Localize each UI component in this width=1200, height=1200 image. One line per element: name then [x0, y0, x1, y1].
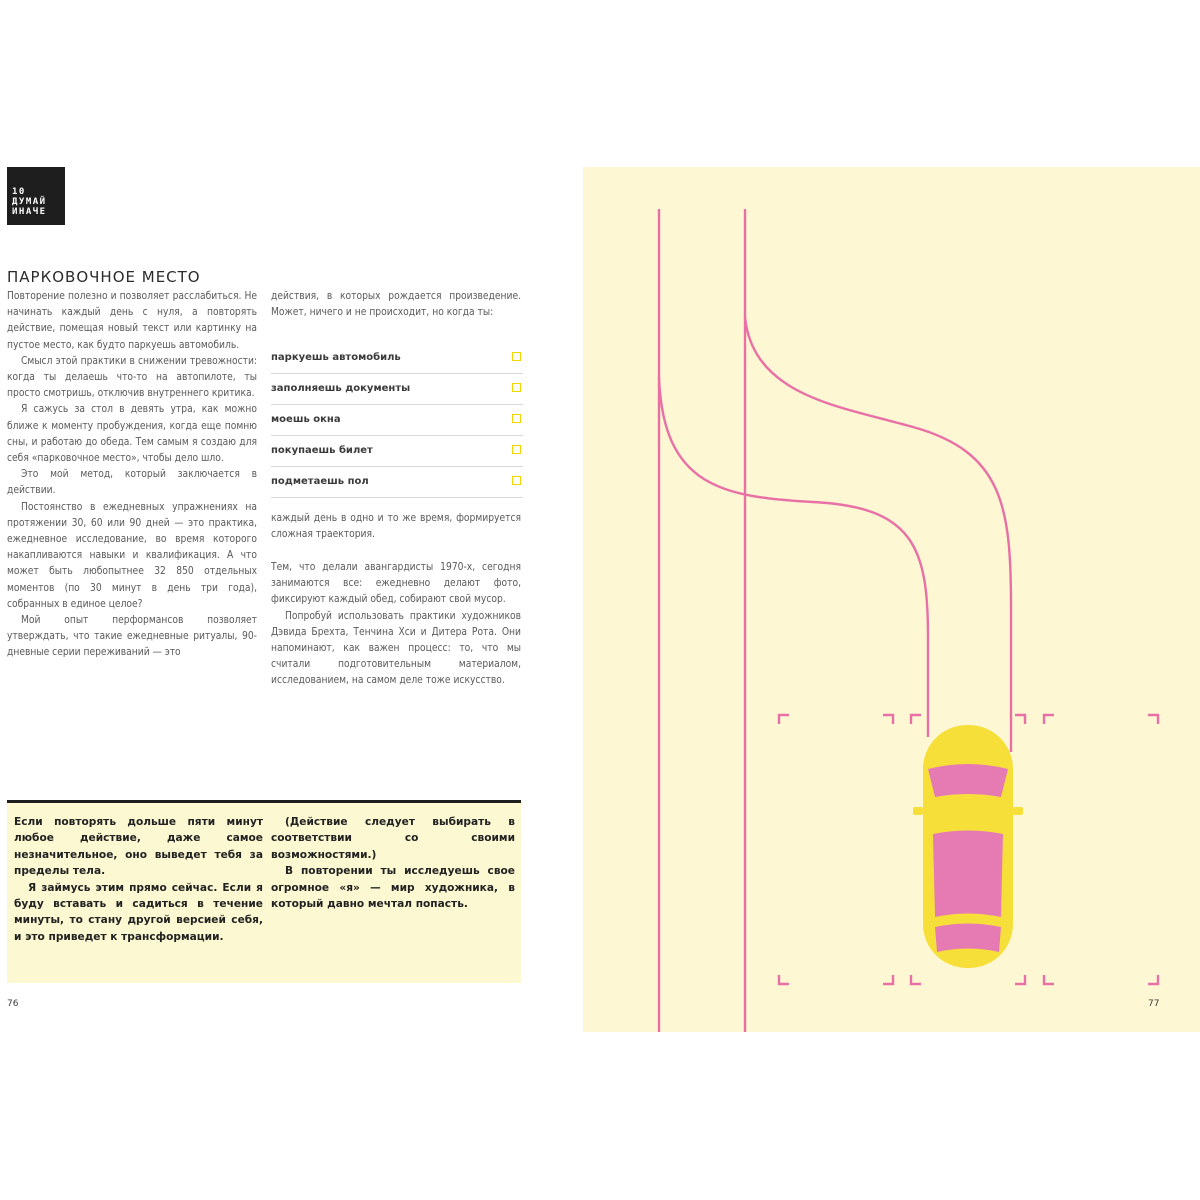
page-number-left: 76: [7, 999, 19, 1009]
paragraph: Попробуй использовать практики художников Дэвида Брехта, Тенчина Хси и Дитера Рота. Они напоминают, как важен процесс: то, что мы считали подготовительным материалом, исследованием, на самом деле тоже искусство.: [271, 610, 521, 687]
paragraph: Мой опыт перформансов позволяет утверждать, что такие ежедневные ритуалы, 90-дневные серии переживаний — это: [7, 615, 257, 659]
chapter-title-line2: ИНАЧЕ: [12, 207, 47, 217]
text-column-2-intro: [271, 289, 521, 321]
checklist-label: заполняешь документы: [271, 383, 411, 394]
paragraph: Смысл этой практики в снижении тревожности: когда ты делаешь что-то на автопилоте, ты просто смотришь, отключив внутреннего критика.: [7, 355, 257, 400]
trajectory-curve-outer: [745, 317, 1011, 752]
paragraph: Повторение полезно и позволяет расслабиться. Не начинать каждый день с нуля, а повторять действие, помещая новый текст или картинку на пустое место, как будто паркуешь автомобиль.: [7, 291, 257, 351]
checklist-item: [271, 405, 523, 436]
text-column-2-after-list: [271, 511, 521, 543]
trajectory-curve-inner: [659, 377, 928, 737]
checkbox-icon[interactable]: [512, 352, 521, 361]
checklist-label: покупаешь билет: [271, 445, 373, 456]
quote-column-2: [271, 814, 515, 912]
quote-paragraph: Я займусь этим прямо сейчас. Если я буду вставать и садиться в течение минуты, то стану другой версией себя, и это приведет к трансформации.: [14, 881, 263, 943]
checklist-item: [271, 374, 523, 405]
page-number-right: 77: [1148, 999, 1160, 1009]
left-page: [0, 0, 580, 1200]
quote-box: [7, 800, 521, 983]
checklist-item: [271, 467, 523, 498]
checklist-label: моешь окна: [271, 414, 341, 425]
checklist-item: [271, 436, 523, 467]
checkbox-icon[interactable]: [512, 445, 521, 454]
paragraph: Это мой метод, который заключается в действии.: [7, 469, 257, 497]
chapter-title-line1: ДУМАЙ: [12, 197, 47, 207]
parking-illustration: [583, 167, 1200, 1032]
text-column-2-body: [271, 560, 521, 690]
quote-column-1: [14, 814, 263, 945]
chapter-number: 10: [12, 187, 26, 197]
paragraph: каждый день в одно и то же время, формируется сложная траектория.: [271, 513, 521, 541]
checklist-label: подметаешь пол: [271, 476, 369, 487]
paragraph: Постоянство в ежедневных упражнениях на протяжении 30, 60 или 90 дней — это практика, ежедневное исследование, во время которого накапливаются навыки и квалификация. А что может быть любопытнее 32 850 отдельных моментов (по 30 минут в день три года), собранных в единое целое?: [7, 501, 257, 610]
quote-paragraph: (Действие следует выбирать в соответствии со своими возможностями.): [271, 816, 515, 861]
checklist-item: [271, 343, 523, 374]
chapter-badge: [7, 167, 65, 225]
paragraph: действия, в которых рождается произведение. Может, ничего и не происходит, но когда ты:: [271, 291, 521, 319]
quote-paragraph: Если повторять дольше пяти минут любое действие, даже самое незначительное, оно выведет тебя за пределы тела.: [14, 816, 263, 878]
checkbox-icon[interactable]: [512, 476, 521, 485]
checkbox-icon[interactable]: [512, 383, 521, 392]
checkbox-icon[interactable]: [512, 414, 521, 423]
checklist: [271, 343, 523, 498]
car-icon: [913, 725, 1023, 968]
illustration-panel: [583, 167, 1200, 1032]
text-column-1: [7, 289, 257, 662]
checklist-label: паркуешь автомобиль: [271, 352, 401, 363]
paragraph: Тем, что делали авангардисты 1970-х, сегодня занимаются все: ежедневно делают фото, фиксируют каждый обед, собирают свой мусор.: [271, 562, 521, 606]
quote-paragraph: В повторении ты исследуешь свое огромное «я» — мир художника, в который давно мечтал попасть.: [271, 865, 515, 911]
paragraph: Я сажусь за стол в девять утра, как можно ближе к моменту пробуждения, когда еще помню сны, и работаю до обеда. Тем самым я создаю для себя «парковочное место», чтобы дело шло.: [7, 404, 257, 465]
section-title: ПАРКОВОЧНОЕ МЕСТО: [7, 268, 201, 286]
